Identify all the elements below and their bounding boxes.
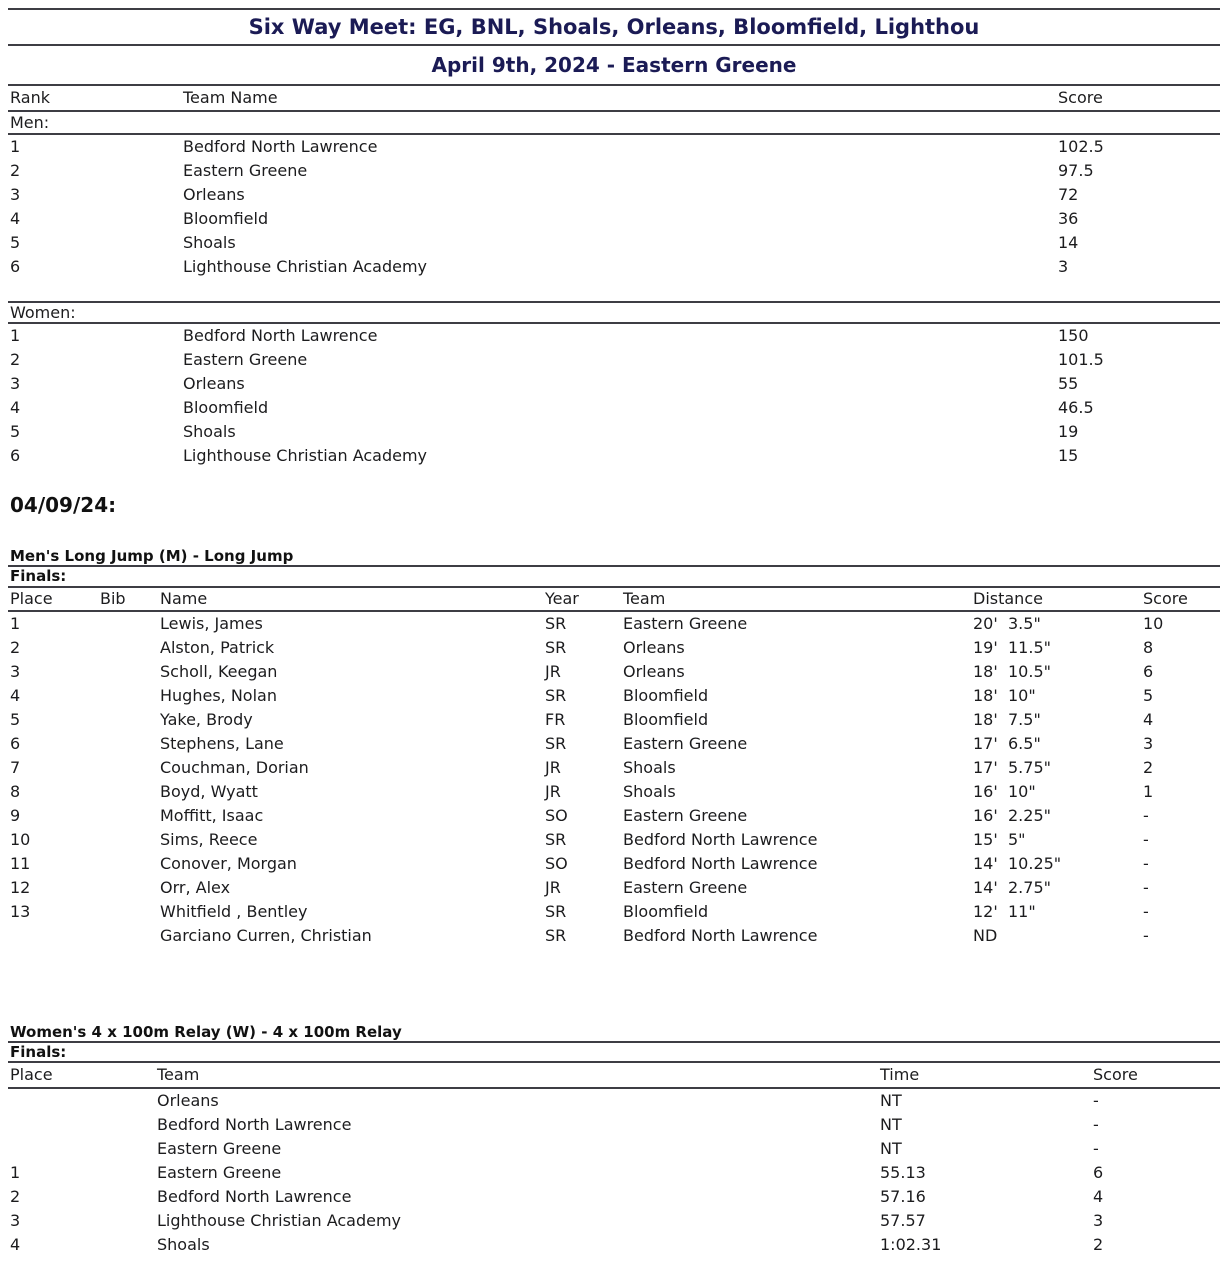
year-cell: SR	[545, 734, 567, 753]
name-cell: Hughes, Nolan	[160, 686, 277, 705]
place-cell: 1	[10, 1163, 21, 1182]
distance-inches-cell: 2.75"	[1008, 878, 1051, 897]
table-row	[8, 804, 1220, 828]
name-column-header: Name	[160, 589, 208, 608]
team-name-cell: Shoals	[183, 233, 236, 252]
meet-subtitle: April 9th, 2024 - Eastern Greene	[8, 46, 1220, 86]
team-cell: Bloomfield	[623, 686, 709, 705]
score-cell: 3	[1143, 734, 1154, 753]
place-cell: 3	[10, 1211, 21, 1230]
table-row	[8, 396, 1220, 420]
time-column-header: Time	[880, 1065, 920, 1084]
place-cell: 1	[10, 614, 21, 633]
rank-cell: 3	[10, 374, 21, 393]
date-heading: 04/09/24:	[10, 493, 117, 517]
year-cell: SO	[545, 854, 568, 873]
table-row	[8, 780, 1220, 804]
rank-cell: 1	[10, 326, 21, 345]
team-column-header: Team	[157, 1065, 200, 1084]
time-cell: NT	[880, 1091, 902, 1110]
name-cell: Lewis, James	[160, 614, 263, 633]
table-row	[8, 924, 1220, 948]
event-title-long-jump: Men's Long Jump (M) - Long Jump	[8, 547, 1220, 567]
women-section-label: Women:	[8, 301, 1220, 324]
distance-inches-cell: 2.25"	[1008, 806, 1051, 825]
table-row	[8, 756, 1220, 780]
spacer	[8, 948, 1220, 1023]
table-row	[8, 207, 1220, 231]
year-cell: SR	[545, 638, 567, 657]
table-row	[8, 183, 1220, 207]
distance-inches-cell: 10.25"	[1008, 854, 1062, 873]
place-column-header: Place	[10, 1065, 53, 1084]
rank-cell: 4	[10, 398, 21, 417]
score-column-header: Score	[1093, 1065, 1138, 1084]
table-row	[8, 420, 1220, 444]
team-name-cell: Lighthouse Christian Academy	[183, 257, 428, 276]
spacer	[8, 279, 1220, 301]
table-row	[8, 1185, 1220, 1209]
team-name-cell: Bloomfield	[183, 398, 269, 417]
name-cell: Alston, Patrick	[160, 638, 275, 657]
place-cell: 10	[10, 830, 31, 849]
year-cell: JR	[545, 878, 561, 897]
score-cell: 46.5	[1058, 398, 1094, 417]
relay-header-row	[8, 1063, 1220, 1089]
place-cell: 11	[10, 854, 31, 873]
team-name-cell: Bedford North Lawrence	[183, 137, 378, 156]
distance-feet-cell: 14'	[973, 854, 998, 873]
table-row	[8, 1161, 1220, 1185]
distance-inches-cell: 7.5"	[1008, 710, 1041, 729]
distance-inches-cell: 5"	[1008, 830, 1026, 849]
distance-column-header: Distance	[973, 589, 1043, 608]
score-cell: 3	[1058, 257, 1069, 276]
score-cell: -	[1143, 806, 1149, 825]
table-row	[8, 828, 1220, 852]
score-cell: 150	[1058, 326, 1089, 345]
table-row	[8, 852, 1220, 876]
distance-feet-cell: 18'	[973, 710, 998, 729]
name-cell: Orr, Alex	[160, 878, 231, 897]
team-name-cell: Bloomfield	[183, 209, 269, 228]
team-scores-header-row	[8, 86, 1220, 112]
score-cell: 4	[1143, 710, 1154, 729]
results-sheet	[8, 8, 1220, 1257]
name-cell: Stephens, Lane	[160, 734, 284, 753]
team-cell: Orleans	[157, 1091, 219, 1110]
distance-inches-cell: 10"	[1008, 782, 1036, 801]
team-cell: Shoals	[623, 758, 676, 777]
place-cell: 3	[10, 662, 21, 681]
name-cell: Conover, Morgan	[160, 854, 297, 873]
distance-feet-cell: 16'	[973, 782, 998, 801]
score-cell: 3	[1093, 1211, 1104, 1230]
place-cell: 5	[10, 710, 21, 729]
rank-cell: 2	[10, 161, 21, 180]
rank-cell: 5	[10, 422, 21, 441]
name-cell: Couchman, Dorian	[160, 758, 309, 777]
rank-cell: 5	[10, 233, 21, 252]
place-cell: 13	[10, 902, 31, 921]
table-row	[8, 900, 1220, 924]
time-cell: 1:02.31	[880, 1235, 942, 1254]
distance-feet-cell: 16'	[973, 806, 998, 825]
place-cell: 4	[10, 1235, 21, 1254]
women-team-scores-table	[8, 324, 1220, 468]
table-row	[8, 1113, 1220, 1137]
time-cell: 57.57	[880, 1211, 926, 1230]
time-cell: NT	[880, 1139, 902, 1158]
finals-label-long-jump: Finals:	[8, 567, 1220, 588]
table-row	[8, 444, 1220, 468]
table-row	[8, 159, 1220, 183]
year-cell: JR	[545, 758, 561, 777]
score-cell: 1	[1143, 782, 1154, 801]
score-cell: 101.5	[1058, 350, 1104, 369]
men-team-scores-table	[8, 135, 1220, 279]
score-cell: 102.5	[1058, 137, 1104, 156]
team-cell: Eastern Greene	[623, 614, 748, 633]
year-cell: JR	[545, 782, 561, 801]
team-cell: Eastern Greene	[623, 878, 748, 897]
distance-cell: ND	[973, 926, 998, 945]
table-row	[8, 1209, 1220, 1233]
name-cell: Garciano Curren, Christian	[160, 926, 372, 945]
name-cell: Boyd, Wyatt	[160, 782, 258, 801]
team-name-cell: Orleans	[183, 374, 245, 393]
rank-cell: 6	[10, 257, 21, 276]
table-row	[8, 1089, 1220, 1113]
distance-inches-cell: 5.75"	[1008, 758, 1051, 777]
spacer	[8, 517, 1220, 547]
place-cell: 9	[10, 806, 21, 825]
distance-feet-cell: 20'	[973, 614, 998, 633]
score-cell: 10	[1143, 614, 1164, 633]
score-cell: -	[1143, 902, 1149, 921]
place-cell: 4	[10, 686, 21, 705]
team-name-cell: Lighthouse Christian Academy	[183, 446, 428, 465]
year-cell: SR	[545, 614, 567, 633]
rank-cell: 2	[10, 350, 21, 369]
score-cell: -	[1093, 1115, 1099, 1134]
men-section-label: Men:	[8, 112, 1220, 135]
year-cell: SR	[545, 902, 567, 921]
distance-feet-cell: 12'	[973, 902, 998, 921]
finals-label-relay: Finals:	[8, 1043, 1220, 1063]
distance-feet-cell: 14'	[973, 878, 998, 897]
spacer	[8, 468, 1220, 493]
team-name-cell: Shoals	[183, 422, 236, 441]
score-cell: -	[1143, 878, 1149, 897]
team-name-cell: Eastern Greene	[183, 161, 308, 180]
distance-feet-cell: 18'	[973, 686, 998, 705]
team-cell: Eastern Greene	[623, 734, 748, 753]
team-cell: Bedford North Lawrence	[623, 830, 818, 849]
table-row	[8, 876, 1220, 900]
place-cell: 2	[10, 1187, 21, 1206]
team-name-cell: Eastern Greene	[183, 350, 308, 369]
score-cell: 55	[1058, 374, 1079, 393]
score-cell: -	[1143, 830, 1149, 849]
distance-feet-cell: 18'	[973, 662, 998, 681]
name-cell: Whitfield , Bentley	[160, 902, 308, 921]
score-cell: 72	[1058, 185, 1079, 204]
table-row	[8, 660, 1220, 684]
score-cell: -	[1093, 1091, 1099, 1110]
team-cell: Lighthouse Christian Academy	[157, 1211, 402, 1230]
team-column-header: Team	[623, 589, 666, 608]
table-row	[8, 231, 1220, 255]
score-cell: 2	[1093, 1235, 1104, 1254]
place-cell: 12	[10, 878, 31, 897]
score-cell: 36	[1058, 209, 1079, 228]
place-cell: 7	[10, 758, 21, 777]
distance-feet-cell: 17'	[973, 758, 998, 777]
rank-cell: 1	[10, 137, 21, 156]
year-cell: JR	[545, 662, 561, 681]
distance-feet-cell: 19'	[973, 638, 998, 657]
table-row	[8, 684, 1220, 708]
team-name-cell: Orleans	[183, 185, 245, 204]
place-cell: 2	[10, 638, 21, 657]
team-name-column-header: Team Name	[183, 88, 278, 107]
team-cell: Bloomfield	[623, 710, 709, 729]
team-cell: Eastern Greene	[157, 1163, 282, 1182]
score-cell: 6	[1093, 1163, 1104, 1182]
year-cell: SR	[545, 830, 567, 849]
team-cell: Bedford North Lawrence	[157, 1115, 352, 1134]
table-row	[8, 324, 1220, 348]
relay-results-table	[8, 1089, 1220, 1257]
rank-column-header: Rank	[10, 88, 50, 107]
year-cell: SR	[545, 926, 567, 945]
distance-inches-cell: 10.5"	[1008, 662, 1051, 681]
table-row	[8, 708, 1220, 732]
place-column-header: Place	[10, 589, 53, 608]
name-cell: Sims, Reece	[160, 830, 258, 849]
table-row	[8, 636, 1220, 660]
score-cell: 15	[1058, 446, 1079, 465]
score-cell: 4	[1093, 1187, 1104, 1206]
team-cell: Bedford North Lawrence	[157, 1187, 352, 1206]
distance-feet-cell: 17'	[973, 734, 998, 753]
table-row	[8, 1137, 1220, 1161]
score-cell: -	[1143, 926, 1149, 945]
team-cell: Orleans	[623, 638, 685, 657]
rank-cell: 4	[10, 209, 21, 228]
distance-feet-cell: 15'	[973, 830, 998, 849]
year-cell: SR	[545, 686, 567, 705]
table-row	[8, 255, 1220, 279]
team-name-cell: Bedford North Lawrence	[183, 326, 378, 345]
score-cell: 6	[1143, 662, 1154, 681]
score-cell: 5	[1143, 686, 1154, 705]
long-jump-header-row	[8, 588, 1220, 612]
year-column-header: Year	[545, 589, 579, 608]
place-cell: 8	[10, 782, 21, 801]
table-row	[8, 372, 1220, 396]
meet-title: Six Way Meet: EG, BNL, Shoals, Orleans, Bloomfield, Lighthou	[8, 10, 1220, 46]
team-cell: Eastern Greene	[157, 1139, 282, 1158]
place-cell: 6	[10, 734, 21, 753]
rank-cell: 3	[10, 185, 21, 204]
distance-inches-cell: 11"	[1008, 902, 1036, 921]
distance-inches-cell: 10"	[1008, 686, 1036, 705]
score-cell: 8	[1143, 638, 1154, 657]
year-cell: FR	[545, 710, 566, 729]
team-cell: Orleans	[623, 662, 685, 681]
long-jump-results-table	[8, 612, 1220, 948]
time-cell: NT	[880, 1115, 902, 1134]
team-cell: Shoals	[157, 1235, 210, 1254]
score-column-header: Score	[1058, 88, 1103, 107]
distance-inches-cell: 11.5"	[1008, 638, 1051, 657]
score-cell: -	[1093, 1139, 1099, 1158]
rank-cell: 6	[10, 446, 21, 465]
bib-column-header: Bib	[100, 589, 126, 608]
table-row	[8, 348, 1220, 372]
name-cell: Moffitt, Isaac	[160, 806, 264, 825]
name-cell: Yake, Brody	[160, 710, 253, 729]
table-row	[8, 612, 1220, 636]
team-cell: Shoals	[623, 782, 676, 801]
table-row	[8, 135, 1220, 159]
team-cell: Eastern Greene	[623, 806, 748, 825]
table-row	[8, 1233, 1220, 1257]
name-cell: Scholl, Keegan	[160, 662, 278, 681]
team-cell: Bedford North Lawrence	[623, 926, 818, 945]
distance-inches-cell: 3.5"	[1008, 614, 1041, 633]
score-column-header: Score	[1143, 589, 1188, 608]
time-cell: 57.16	[880, 1187, 926, 1206]
score-cell: 97.5	[1058, 161, 1094, 180]
distance-inches-cell: 6.5"	[1008, 734, 1041, 753]
score-cell: -	[1143, 854, 1149, 873]
time-cell: 55.13	[880, 1163, 926, 1182]
table-row	[8, 732, 1220, 756]
score-cell: 14	[1058, 233, 1079, 252]
score-cell: 2	[1143, 758, 1154, 777]
year-cell: SO	[545, 806, 568, 825]
team-cell: Bedford North Lawrence	[623, 854, 818, 873]
event-title-relay: Women's 4 x 100m Relay (W) - 4 x 100m Relay	[8, 1023, 1220, 1043]
team-cell: Bloomfield	[623, 902, 709, 921]
score-cell: 19	[1058, 422, 1079, 441]
